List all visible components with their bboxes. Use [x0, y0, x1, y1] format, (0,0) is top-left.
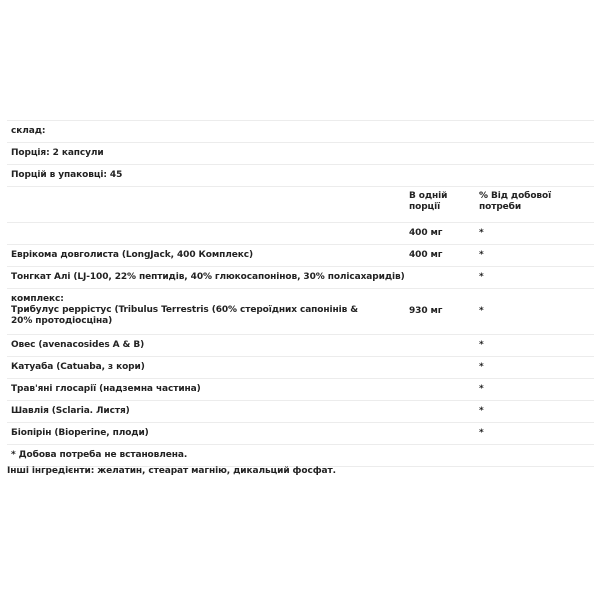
serving-size-text: Порція: 2 капсули — [11, 148, 104, 158]
ingredient-amount: 400 мг — [409, 228, 443, 238]
header-ingredient — [7, 187, 409, 197]
ingredient-name: Овес (avenacosides A & B) — [11, 340, 145, 350]
ingredient-dv: * — [479, 384, 484, 394]
other-ingredients: Інші інгредієнти: желатин, стеарат магнію, дикальций фосфат. — [7, 466, 336, 476]
table-row — [7, 400, 594, 422]
table-row — [7, 378, 594, 400]
ingredient-name — [7, 223, 409, 233]
header-daily-value: % Від добової потреби — [479, 191, 552, 212]
ingredient-name: Еврікома довголиста (LongJack, 400 Комплекс) — [11, 250, 253, 260]
table-row — [7, 422, 594, 444]
table-row — [7, 334, 594, 356]
ingredient-dv: * — [479, 272, 484, 282]
ingredient-dv: * — [479, 428, 484, 438]
table-row — [7, 266, 594, 288]
serving-size — [7, 142, 594, 164]
ingredient-amount — [409, 335, 479, 345]
ingredient-name-block — [7, 289, 409, 334]
ingredient-amount — [409, 401, 479, 411]
composition-title-text: склад: — [11, 126, 46, 136]
ingredient-name: Тонгкат Алі (LJ-100, 22% пептидів, 40% глюкосапонінов, 30% полісахаридів) — [11, 272, 405, 282]
ingredient-dv: * — [479, 228, 484, 238]
ingredient-amount: 930 мг — [409, 306, 443, 316]
table-row — [7, 244, 594, 266]
ingredient-name: Катуаба (Catuaba, з кори) — [11, 362, 145, 372]
ingredient-amount — [409, 357, 479, 367]
table-header — [7, 186, 594, 222]
ingredient-dv: * — [479, 340, 484, 350]
footnote-text: * Добова потреба не встановлена. — [11, 450, 188, 460]
servings-per-container — [7, 164, 594, 186]
ingredient-dv: * — [479, 406, 484, 416]
ingredient-name: Трибулус реррістус (Tribulus Terrestris (60% стероїдних сапонінів & 20% протодіосціна) — [11, 305, 358, 326]
table-row — [7, 356, 594, 378]
ingredient-amount — [409, 423, 479, 433]
table-row — [7, 288, 594, 334]
header-per-serving: В одній порції — [409, 191, 448, 212]
table-row — [7, 222, 594, 244]
ingredient-name: Шавлія (Sclaria. Листя) — [11, 406, 130, 416]
servings-per-container-text: Порцій в упаковці: 45 — [11, 170, 123, 180]
ingredient-name: Біопірін (Bioperine, плоди) — [11, 428, 149, 438]
ingredient-amount — [409, 267, 479, 277]
ingredient-name: Трав'яні глосарії (надземна частина) — [11, 384, 201, 394]
ingredient-amount — [409, 379, 479, 389]
ingredient-dv: * — [479, 306, 484, 316]
ingredient-dv: * — [479, 250, 484, 260]
ingredient-dv: * — [479, 362, 484, 372]
supplement-facts-table — [7, 120, 594, 467]
complex-label: комплекс: — [11, 294, 64, 304]
ingredient-amount: 400 мг — [409, 250, 443, 260]
composition-title — [7, 120, 594, 142]
footnote-row — [7, 444, 594, 467]
